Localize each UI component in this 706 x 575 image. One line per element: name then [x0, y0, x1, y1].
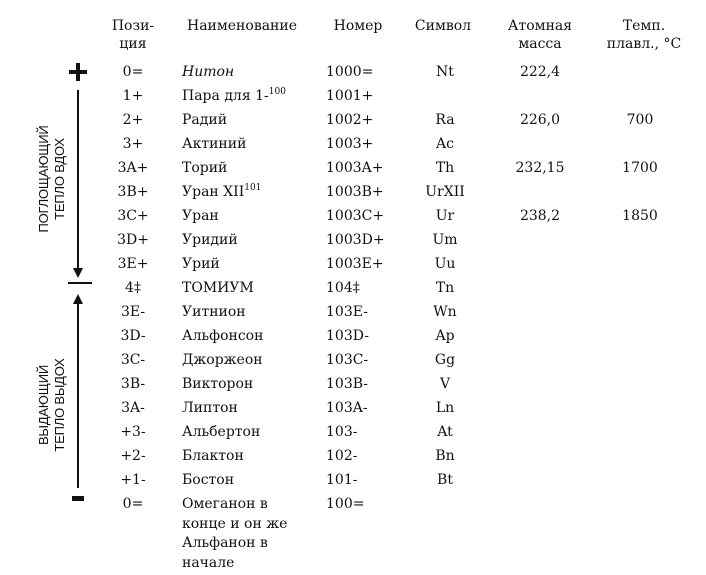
cell-number-text: 101- — [326, 472, 358, 488]
cell-number-text: 1003+ — [326, 136, 374, 152]
arrow-down-icon — [73, 90, 83, 278]
emitting-heat-label — [36, 335, 72, 475]
cell-atomic-mass — [500, 63, 580, 81]
header-position-line1: Пози- — [111, 18, 155, 34]
absorbing-heat-label-line1: ПОГЛОЩАЮЩИЙ — [36, 125, 51, 233]
header-position-line2: ция — [119, 36, 147, 52]
cell-name — [182, 351, 322, 369]
cell-position-text: 3B- — [120, 376, 146, 392]
cell-number-text: 1001+ — [326, 88, 374, 104]
cell-melting-temp-text: 1850 — [622, 208, 658, 224]
header-atomic-mass-line2: масса — [518, 36, 562, 52]
cell-position-text: 3A- — [121, 400, 145, 416]
cell-atomic-mass — [500, 159, 580, 177]
absorbing-heat-label — [36, 109, 72, 249]
cell-position-text: 1+ — [122, 88, 144, 104]
cell-symbol — [410, 111, 480, 129]
cell-number-text: 1003C+ — [326, 208, 385, 224]
cell-name-text: Урий — [182, 256, 220, 272]
cell-atomic-mass-text: 232,15 — [515, 160, 565, 176]
cell-number — [326, 351, 406, 369]
cell-name — [182, 279, 322, 297]
cell-name — [182, 447, 322, 465]
cell-symbol-text: Bt — [437, 472, 453, 488]
header-name: Наименование — [187, 18, 297, 34]
cell-atomic-mass — [500, 207, 580, 225]
cell-symbol-text: UrXII — [425, 184, 465, 200]
cell-symbol-text: Bn — [435, 448, 455, 464]
cell-name — [182, 183, 322, 201]
cell-name-text: Торий — [182, 160, 228, 176]
cell-number — [326, 255, 406, 273]
cell-symbol-text: Tn — [435, 280, 455, 296]
cell-number — [326, 231, 406, 249]
cell-name — [182, 303, 322, 321]
cell-symbol — [410, 303, 480, 321]
cell-position-text: 3C+ — [117, 208, 149, 224]
cell-symbol — [410, 351, 480, 369]
cell-name — [182, 135, 322, 153]
cell-symbol — [410, 375, 480, 393]
cell-position-text: 3D+ — [117, 232, 149, 248]
cell-atomic-mass-text: 226,0 — [519, 112, 561, 128]
cell-number — [326, 135, 406, 153]
cell-name — [182, 495, 307, 573]
cell-position-text: +1- — [120, 472, 146, 488]
cell-melting-temp — [600, 159, 680, 177]
cell-melting-temp-text: 700 — [626, 112, 654, 128]
cell-name — [182, 471, 322, 489]
cell-name-text: Актиний — [182, 136, 247, 152]
cell-symbol — [410, 159, 480, 177]
cell-name — [182, 327, 322, 345]
cell-name-text: Уран — [182, 208, 219, 224]
header-melting-temp-line2: плавл., °C — [606, 36, 682, 52]
cell-number — [326, 279, 406, 297]
cell-number-text: 1003A+ — [326, 160, 384, 176]
cell-number-text: 1000= — [326, 64, 374, 80]
header-atomic-mass — [500, 17, 580, 53]
cell-number — [326, 375, 406, 393]
cell-symbol-text: Um — [432, 232, 458, 248]
cell-position-text: +2- — [120, 448, 146, 464]
cell-position-text: 3B+ — [117, 184, 149, 200]
cell-number — [326, 423, 406, 441]
cell-number — [326, 183, 406, 201]
cell-number-text: 103- — [326, 424, 358, 440]
cell-name — [182, 399, 322, 417]
cell-symbol-text: Th — [435, 160, 455, 176]
cell-number — [326, 159, 406, 177]
cell-symbol-text: Ln — [435, 400, 455, 416]
cell-name-text: Викторон — [182, 376, 254, 392]
cell-number — [326, 303, 406, 321]
cell-name-text: Нитон — [182, 64, 235, 80]
cell-atomic-mass — [500, 111, 580, 129]
cell-number-text: 103E- — [326, 304, 368, 320]
cell-melting-temp — [600, 207, 680, 225]
cell-symbol-text: Nt — [436, 64, 454, 80]
emitting-heat-label-line1: ВЫДАЮЩИЙ — [36, 364, 51, 446]
cell-symbol — [410, 183, 480, 201]
cell-number-text: 1002+ — [326, 112, 374, 128]
cell-number — [326, 87, 406, 105]
cell-number — [326, 495, 406, 513]
cell-symbol — [410, 327, 480, 345]
cell-position-text: 2+ — [122, 112, 144, 128]
cell-position-text: 3E- — [120, 304, 146, 320]
cell-melting-temp — [600, 111, 680, 129]
cell-position-text: 3C- — [120, 352, 146, 368]
cell-symbol — [410, 279, 480, 297]
header-symbol: Символ — [414, 18, 472, 34]
cell-number — [326, 111, 406, 129]
cell-number-text: 103C- — [326, 352, 369, 368]
cell-number-text: 103B- — [326, 376, 368, 392]
cell-position-text: 3D- — [120, 328, 146, 344]
plus-icon — [69, 63, 87, 81]
cell-symbol — [410, 63, 480, 81]
cell-position-text: 0= — [122, 64, 144, 80]
cell-symbol-text: Ap — [435, 328, 455, 344]
header-atomic-mass-line1: Атомная — [507, 18, 573, 34]
cell-name — [182, 63, 322, 81]
side-indicator — [0, 0, 120, 575]
cell-name-text: Уридий — [182, 232, 238, 248]
cell-symbol-text: Ac — [436, 136, 454, 152]
cell-name — [182, 207, 322, 225]
cell-position-text: 3+ — [122, 136, 144, 152]
cell-symbol-text: Ra — [435, 112, 455, 128]
cell-name-text: Липтон — [182, 400, 238, 416]
cell-symbol-text: Uu — [434, 256, 456, 272]
cell-name — [182, 159, 322, 177]
cell-position-text: +3- — [120, 424, 146, 440]
cell-symbol-text: Wn — [433, 304, 457, 320]
cell-symbol — [410, 471, 480, 489]
cell-symbol — [410, 135, 480, 153]
cell-number-text: 1003B+ — [326, 184, 384, 200]
cell-name-text: Уитнион — [182, 304, 246, 320]
cell-name-text: Бостон — [182, 472, 235, 488]
cell-number-text: 102- — [326, 448, 358, 464]
cell-atomic-mass-text: 222,4 — [519, 64, 561, 80]
header-melting-temp — [596, 17, 692, 53]
neutral-divider — [68, 282, 92, 284]
emitting-heat-label-line2: ТЕПЛО ВЫДОХ — [52, 358, 67, 452]
cell-number-text: 1003D+ — [326, 232, 385, 248]
cell-symbol-text: V — [439, 376, 451, 392]
header-melting-temp-line1: Темп. — [622, 18, 666, 34]
cell-name — [182, 255, 322, 273]
cell-name-text: Пара для 1- — [182, 88, 269, 104]
header-number: Номер — [333, 18, 383, 34]
arrow-up-icon — [73, 294, 83, 488]
cell-name-text: Альбертон — [182, 424, 261, 440]
cell-name-text: Альфонсон — [182, 328, 264, 344]
cell-symbol — [410, 447, 480, 465]
cell-name-text: Радий — [182, 112, 228, 128]
cell-position-text: 0= — [122, 496, 144, 512]
cell-name-text: Блактон — [182, 448, 244, 464]
cell-number — [326, 399, 406, 417]
cell-name — [182, 231, 322, 249]
cell-name-text: Джоржеон — [182, 352, 263, 368]
cell-symbol-text: Ur — [435, 208, 455, 224]
cell-symbol-text: At — [437, 424, 453, 440]
cell-number — [326, 63, 406, 81]
minus-icon — [72, 496, 84, 501]
cell-number-text: 103D- — [326, 328, 369, 344]
cell-position-text: 3A+ — [117, 160, 149, 176]
cell-symbol-text: Gg — [434, 352, 456, 368]
cell-symbol — [410, 423, 480, 441]
cell-name — [182, 423, 322, 441]
cell-number — [326, 327, 406, 345]
cell-atomic-mass-text: 238,2 — [519, 208, 561, 224]
cell-position-text: 3E+ — [117, 256, 149, 272]
cell-symbol — [410, 255, 480, 273]
cell-number-text: 100= — [326, 496, 365, 512]
absorbing-heat-label-line2: ТЕПЛО ВДОХ — [52, 138, 67, 220]
cell-number-text: 103A- — [326, 400, 368, 416]
cell-name-text: Уран XII — [182, 184, 245, 200]
cell-symbol — [410, 231, 480, 249]
footnote-ref: 100 — [268, 87, 286, 97]
footnote-ref: 101 — [244, 183, 262, 193]
cell-number — [326, 447, 406, 465]
cell-symbol — [410, 399, 480, 417]
cell-number-text: 104‡ — [326, 280, 360, 296]
cell-number — [326, 207, 406, 225]
cell-melting-temp-text: 1700 — [622, 160, 658, 176]
cell-name-text: Омеганон в конце и он же Альфанон в начале — [182, 496, 288, 571]
cell-number — [326, 471, 406, 489]
cell-name — [182, 375, 322, 393]
cell-name — [182, 111, 322, 129]
cell-name-text: ТОМИУМ — [182, 280, 254, 296]
cell-symbol — [410, 207, 480, 225]
cell-position-text: 4‡ — [125, 280, 141, 296]
cell-name — [182, 87, 322, 105]
cell-number-text: 1003E+ — [326, 256, 384, 272]
